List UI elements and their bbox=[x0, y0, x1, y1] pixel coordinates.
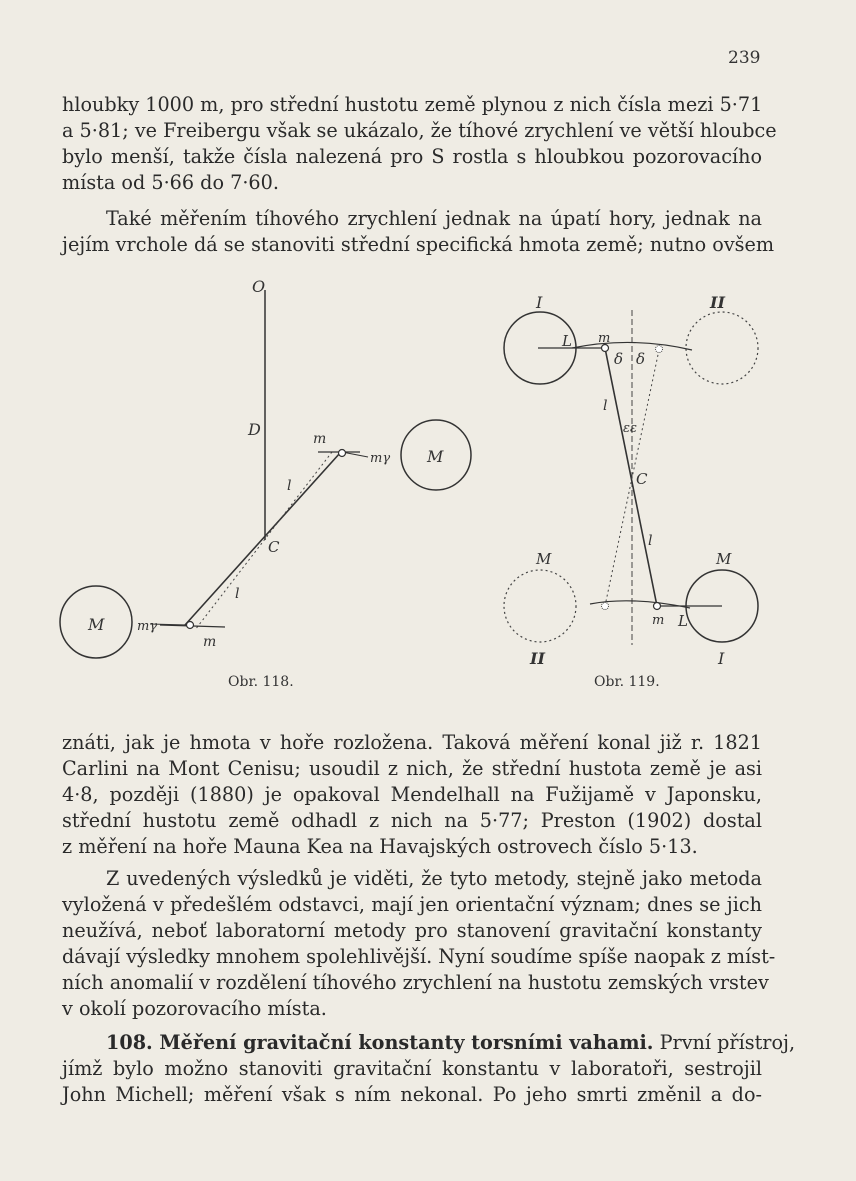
text-line: neužívá, neboť laboratorní metody pro stanovení gravitační konstanty bbox=[62, 919, 762, 942]
text-line: hloubky 1000 m, pro střední hustotu země plynou z nich čísla mezi 5·71 bbox=[62, 93, 763, 116]
label-l-upper: l bbox=[603, 398, 608, 414]
text-line: jejím vrchole dá se stanoviti střední specifická hmota země; nutno ovšem bbox=[62, 233, 775, 256]
label-m-right: M bbox=[427, 447, 444, 466]
label-ii-bottom: II bbox=[530, 649, 545, 668]
label-m-top: m bbox=[313, 431, 327, 447]
text-line: Také měřením tíhového zrychlení jednak na úpatí hory, jednak na bbox=[106, 207, 762, 230]
text-line: z měření na hoře Mauna Kea na Havajských ostrovech číslo 5·13. bbox=[62, 835, 698, 858]
text-line: znáti, jak je hmota v hoře rozložena. Taková měření konal již r. 1821 bbox=[62, 731, 762, 754]
paragraph-top bbox=[62, 92, 777, 196]
pendulum-arm-solid bbox=[185, 453, 340, 625]
section-first-line bbox=[62, 1030, 796, 1056]
label-d: D bbox=[248, 420, 261, 439]
pendulum-arm-dashed bbox=[195, 452, 332, 630]
mass-circle-ii-top bbox=[686, 312, 758, 384]
label-o: O bbox=[252, 277, 266, 296]
label-mg-bottom: mγ bbox=[137, 619, 158, 634]
figure-118 bbox=[55, 270, 495, 670]
label-i-bottom: I bbox=[718, 649, 725, 668]
label-c: C bbox=[636, 470, 648, 488]
label-delta-2: δ bbox=[636, 350, 646, 368]
small-mass-top-dashed bbox=[656, 346, 663, 353]
paragraph-fourth bbox=[62, 866, 776, 1022]
figure-119 bbox=[495, 270, 795, 670]
text-line: 4·8, později (1880) je opakoval Mendelhall na Fužijamě v Japonsku, bbox=[62, 783, 762, 806]
label-m-right: M bbox=[716, 550, 732, 568]
small-mass-top bbox=[339, 450, 346, 457]
label-m-bottom: m bbox=[203, 634, 217, 650]
text-line: bylo menší, takže čísla nalezená pro S rostla s hloubkou pozorovacího bbox=[62, 145, 762, 168]
small-mass-bottom bbox=[187, 622, 194, 629]
label-l-bottom: L bbox=[678, 612, 688, 630]
small-mass-bottom bbox=[654, 603, 661, 610]
text-line: vyložená v předešlém odstavci, mají jen orientační význam; dnes se jich bbox=[62, 893, 762, 916]
label-l-lower: l bbox=[648, 533, 653, 549]
label-epsilon: εε bbox=[623, 421, 637, 436]
small-mass-bottom-dashed bbox=[602, 603, 609, 610]
text-line: John Michell; měření však s ním nekonal. Po jeho smrti změnil a do- bbox=[62, 1083, 762, 1106]
paragraph-second bbox=[62, 206, 775, 258]
text-line: v okolí pozorovacího místa. bbox=[62, 997, 327, 1020]
text-line: střední hustotu země odhadl z nich na 5·77; Preston (1902) dostal bbox=[62, 809, 762, 832]
arm-solid bbox=[605, 348, 657, 606]
label-m-left: M bbox=[88, 615, 105, 634]
text-line: a 5·81; ve Freibergu však se ukázalo, že tíhové zrychlení ve větší hloubce bbox=[62, 119, 777, 142]
text-line: místa od 5·66 do 7·60. bbox=[62, 171, 279, 194]
section-108 bbox=[62, 1030, 796, 1108]
label-m-left: M bbox=[536, 550, 552, 568]
section-heading: 108. Měření gravitační konstanty torsními vahami. bbox=[106, 1031, 654, 1054]
mass-circle-m-left bbox=[504, 570, 576, 642]
label-l-top: L bbox=[562, 332, 572, 350]
label-l-bottom: l bbox=[235, 586, 240, 602]
label-delta-1: δ bbox=[614, 350, 624, 368]
text-line: jímž bylo možno stanoviti gravitační konstantu v laboratoři, sestrojil bbox=[62, 1057, 762, 1080]
text-line: ních anomalií v rozdělení tíhového zrychlení na hustotu zemských vrstev bbox=[62, 971, 769, 994]
text-line: Z uvedených výsledků je viděti, že tyto metody, stejně jako metoda bbox=[106, 867, 762, 890]
label-i-top: I bbox=[536, 293, 543, 312]
section-first-line-rest: První přístroj, bbox=[659, 1031, 796, 1054]
label-l-top: l bbox=[287, 478, 292, 494]
label-c: C bbox=[268, 538, 280, 556]
text-line: dávají výsledky mnohem spolehlivější. Nyní soudíme spíše naopak z míst- bbox=[62, 945, 776, 968]
paragraph-third bbox=[62, 730, 762, 860]
caption-119: Obr. 119. bbox=[594, 674, 660, 690]
label-ii-top: II bbox=[710, 293, 725, 312]
text-line: Carlini na Mont Cenisu; usoudil z nich, že střední hustota země je asi bbox=[62, 757, 762, 780]
label-m-bottom: m bbox=[652, 613, 665, 628]
page-number: 239 bbox=[728, 48, 761, 68]
label-mg-top: mγ bbox=[370, 451, 391, 466]
caption-118: Obr. 118. bbox=[228, 674, 294, 690]
label-m-top: m bbox=[598, 331, 611, 346]
